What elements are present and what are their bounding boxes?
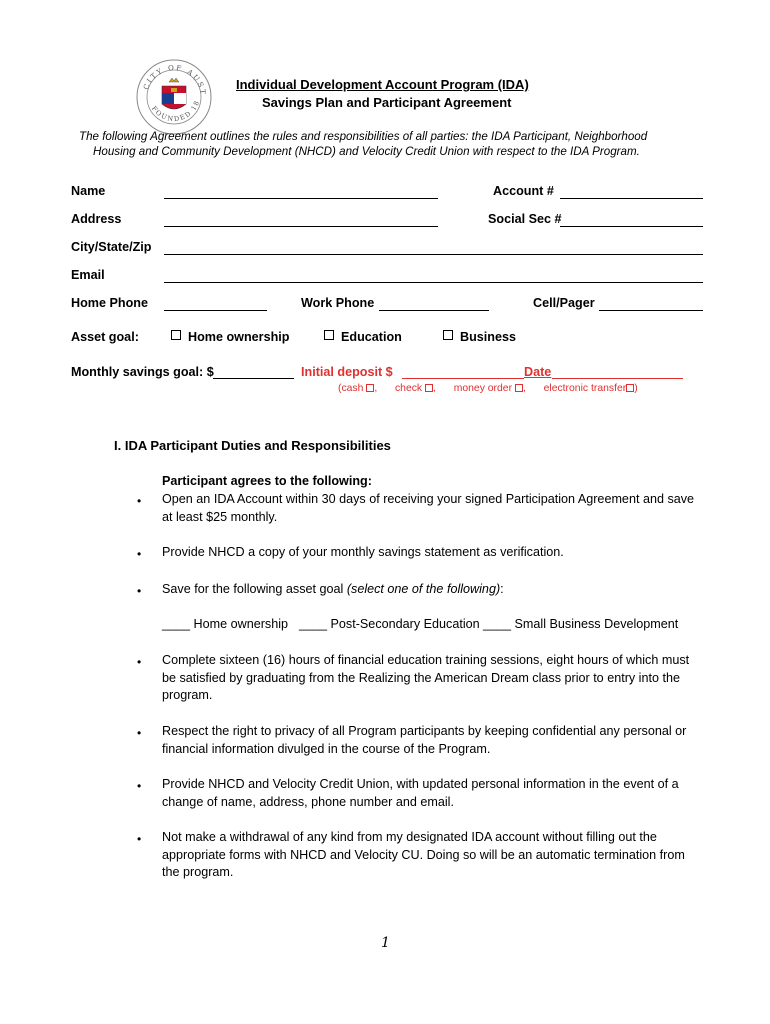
education-checkbox[interactable] bbox=[324, 330, 334, 340]
intro-text-line1: The following Agreement outlines the rules and responsibilities of all parties: the IDA Participant, Neighborhood bbox=[79, 130, 648, 143]
date-field[interactable] bbox=[552, 378, 683, 379]
home-ownership-checkbox[interactable] bbox=[171, 330, 181, 340]
address-field[interactable] bbox=[164, 226, 438, 227]
cell-pager-field[interactable] bbox=[599, 310, 703, 311]
section-intro: Participant agrees to the following: bbox=[162, 474, 372, 488]
ssn-label: Social Sec # bbox=[488, 212, 562, 226]
bullet-icon: • bbox=[137, 547, 142, 561]
name-label: Name bbox=[71, 184, 106, 198]
check-checkbox[interactable] bbox=[425, 384, 433, 392]
account-label: Account # bbox=[493, 184, 554, 198]
intro-text-line2: Housing and Community Development (NHCD) and Velocity Credit Union with respect to the IDA Program. bbox=[93, 145, 640, 158]
address-label: Address bbox=[71, 212, 122, 226]
work-phone-label: Work Phone bbox=[301, 296, 375, 310]
list-item-3: Save for the following asset goal (select one of the following): bbox=[162, 582, 504, 596]
goal-home-ownership[interactable]: ____ Home ownership bbox=[162, 617, 289, 631]
document-subtitle: Savings Plan and Participant Agreement bbox=[262, 95, 512, 110]
section-heading: I. IDA Participant Duties and Responsibilities bbox=[114, 438, 391, 453]
list-item-5: Respect the right to privacy of all Program participants by keeping confidential any personal or financial information divulged in the course of the Program. bbox=[162, 724, 687, 756]
account-field[interactable] bbox=[560, 198, 703, 199]
asset-goal-label: Asset goal: bbox=[71, 330, 139, 344]
home-phone-label: Home Phone bbox=[71, 296, 148, 310]
goal-small-business[interactable]: ____ Small Business Development bbox=[483, 617, 679, 631]
monthly-savings-goal-field[interactable] bbox=[213, 378, 294, 379]
list-item-4: Complete sixteen (16) hours of financial education training sessions, eight hours of which must be satisfied by graduating from the Realizing the American Dream class prior to entry into the program. bbox=[162, 653, 690, 702]
bullet-icon: • bbox=[137, 832, 142, 846]
electronic-transfer-option-label: electronic transfer bbox=[543, 383, 627, 394]
money-order-checkbox[interactable] bbox=[515, 384, 523, 392]
list-item-2: Provide NHCD a copy of your monthly savings statement as verification. bbox=[162, 545, 564, 559]
list-item-6: Provide NHCD and Velocity Credit Union, with updated personal information in the event of a change of name, address, phone number and email. bbox=[162, 777, 679, 809]
date-label: Date bbox=[524, 365, 552, 379]
bullet-icon: • bbox=[137, 655, 142, 669]
initial-deposit-field[interactable] bbox=[402, 378, 524, 379]
page-number: 1 bbox=[381, 935, 390, 951]
bullet-icon: • bbox=[137, 494, 142, 508]
cash-checkbox[interactable] bbox=[366, 384, 374, 392]
bullet-icon: • bbox=[137, 726, 142, 740]
svg-text:CITY OF AUSTIN: CITY OF AUST bbox=[142, 63, 208, 97]
email-label: Email bbox=[71, 268, 105, 282]
payment-methods: (cash , check , money order , electronic transfer ) bbox=[338, 383, 638, 394]
initial-deposit-label: Initial deposit $ bbox=[301, 365, 393, 379]
work-phone-field[interactable] bbox=[379, 310, 489, 311]
business-checkbox[interactable] bbox=[443, 330, 453, 340]
svg-text:FOUNDED 1839: FOUNDED 18 bbox=[149, 98, 202, 124]
cell-pager-label: Cell/Pager bbox=[533, 296, 595, 310]
bullet-icon: • bbox=[137, 584, 142, 598]
cash-option-label: (cash bbox=[338, 383, 364, 394]
electronic-transfer-checkbox[interactable] bbox=[626, 384, 634, 392]
bullet-icon: • bbox=[137, 779, 142, 793]
list-item-7: Not make a withdrawal of any kind from my designated IDA account without filling out the appropriate forms with NHCD and Velocity CU. Doing so will be an automatic termination from the program. bbox=[162, 830, 685, 879]
home-ownership-option-label: Home ownership bbox=[188, 330, 290, 344]
business-option-label: Business bbox=[460, 330, 516, 344]
education-option-label: Education bbox=[341, 330, 402, 344]
city-seal-logo bbox=[135, 58, 213, 136]
document-title: Individual Development Account Program (IDA) bbox=[236, 77, 529, 92]
home-phone-field[interactable] bbox=[164, 310, 267, 311]
name-field[interactable] bbox=[164, 198, 438, 199]
list-item-1: Open an IDA Account within 30 days of receiving your signed Participation Agreement and save at least $25 monthly. bbox=[162, 492, 695, 524]
check-option-label: check bbox=[394, 383, 423, 394]
monthly-savings-goal-label: Monthly savings goal: $ bbox=[71, 365, 214, 379]
city-state-zip-field[interactable] bbox=[164, 254, 703, 255]
email-field[interactable] bbox=[164, 282, 703, 283]
money-order-option-label: money order bbox=[453, 383, 513, 394]
city-state-zip-label: City/State/Zip bbox=[71, 240, 152, 254]
goal-post-secondary-education[interactable]: ____ Post-Secondary Education bbox=[299, 617, 480, 631]
ssn-field[interactable] bbox=[560, 226, 703, 227]
